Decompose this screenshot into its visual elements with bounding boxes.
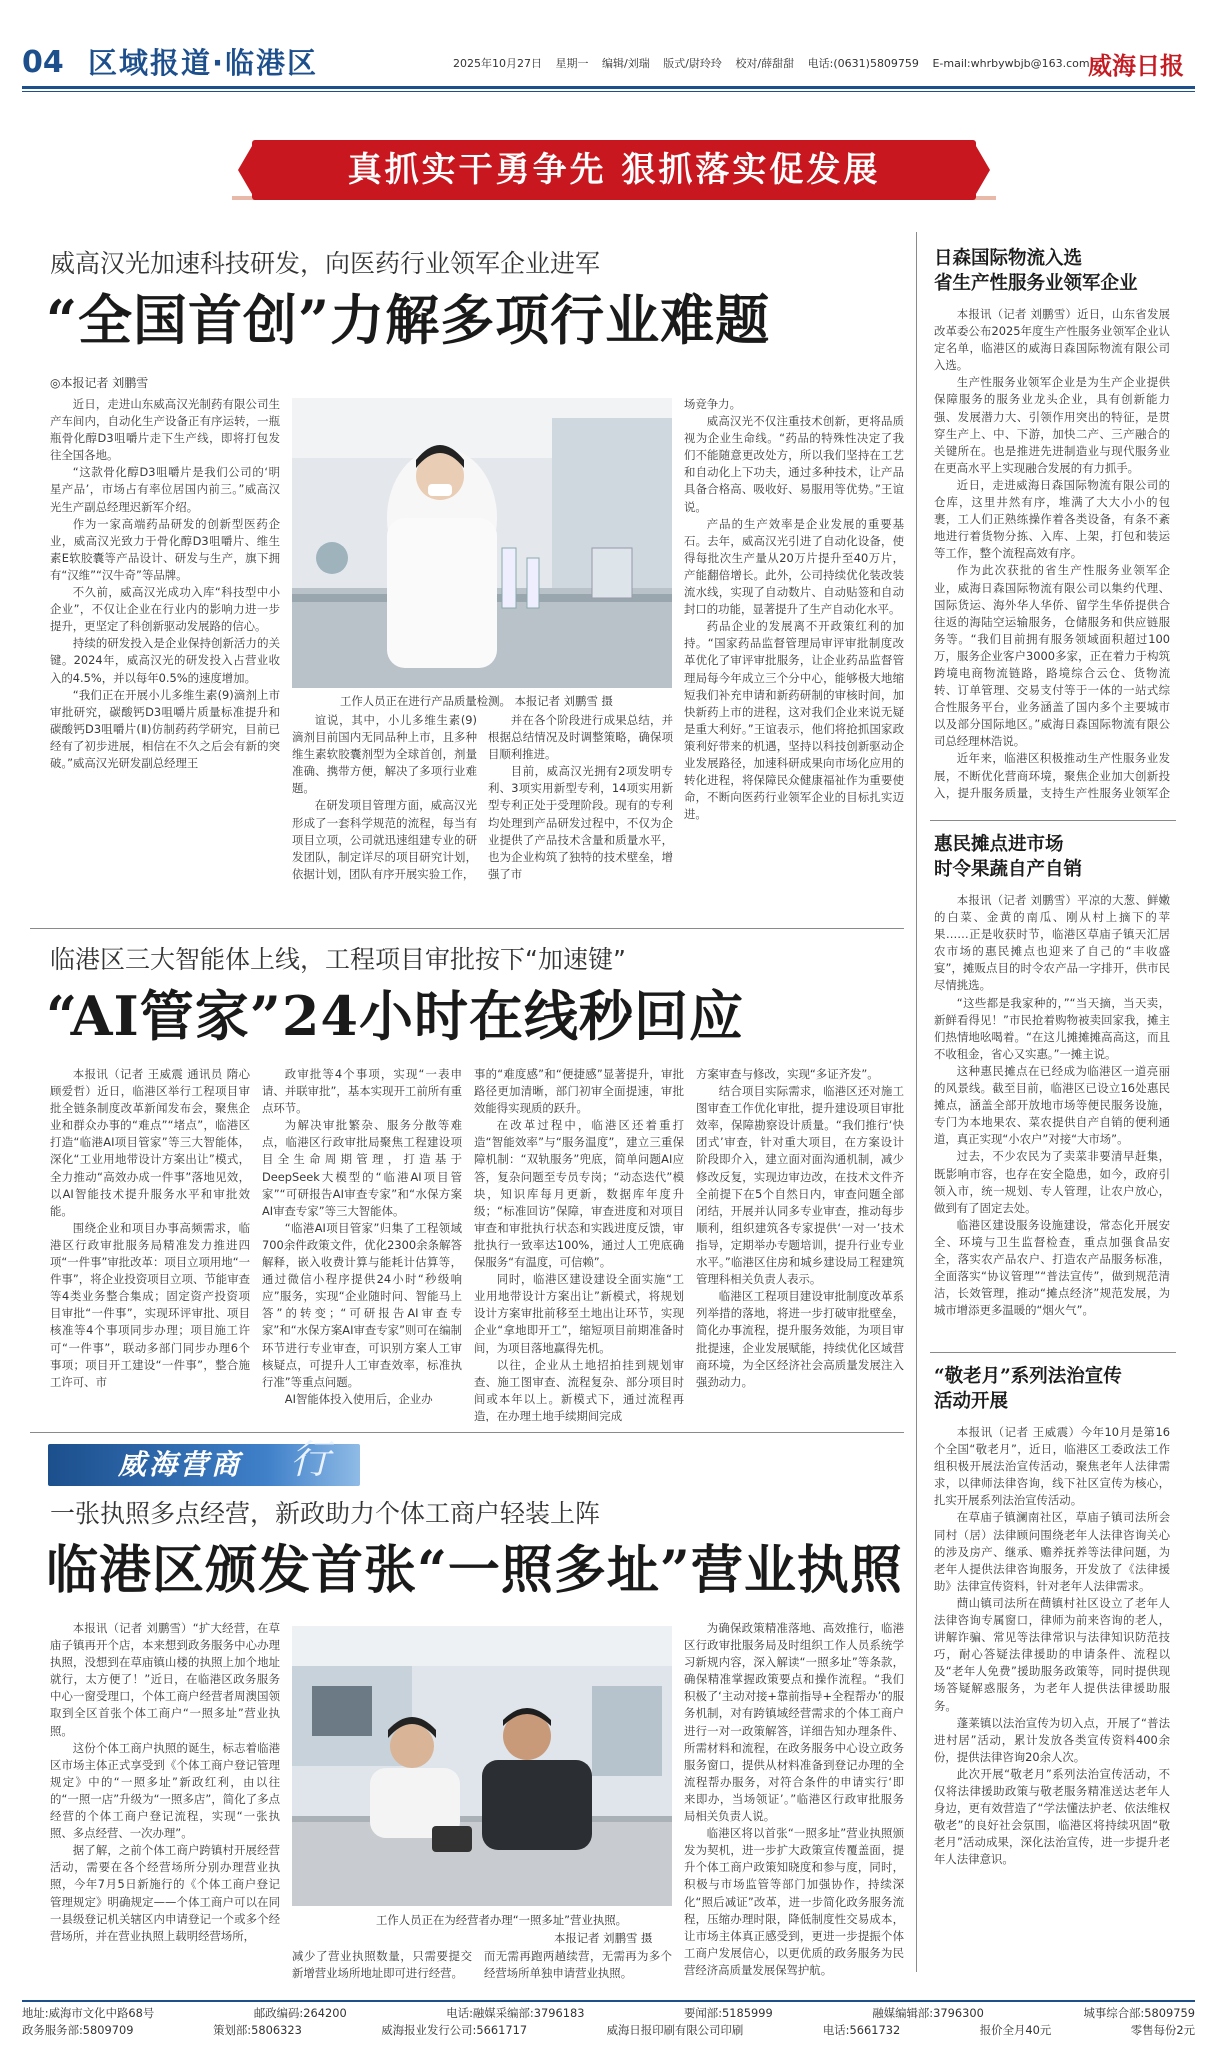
paragraph: 本报讯（记者 刘鹏雪）平凉的大葱、鲜嫩的白菜、金黄的南瓜、刚从村上摘下的苹果……正是收获时节，临港区草庙子镇天汇居农市场的惠民摊点也迎来了自己的“丰收盛宴”，摊贩点目的时令农产品一字排开，供市民尽情挑选。 — [934, 893, 1170, 993]
paragraph: 蓬莱镇以法治宣传为切入点，开展了“普法进村居”活动，累计发放各类宣传资料400余份，提供法律咨询20余人次。 — [934, 1715, 1170, 1764]
paragraph: 近日，走进山东威高汉光制药有限公司生产车间内，自动化生产设备正有序运转，一瓶瓶骨化醇D3咀嚼片走下生产线，即将打包发往全国各地。 — [50, 397, 280, 463]
paragraph: 在研发项目管理方面，威高汉光形成了一套科学规范的流程，每当有项目立项，公司就迅速组建专业的研发团队，制定详尽的项目研究计划，依据计划，团队有序开展实验工作， — [292, 798, 477, 881]
section-title: 区域报道·临港区 — [88, 46, 319, 80]
column-divider — [916, 232, 917, 1972]
paragraph: 事的“难度感”和“便捷感”显著提升，审批路径更加清晰，部门初审全面提速，审批效能得实现质的跃升。 — [474, 1067, 684, 1116]
article2-kicker: 临港区三大智能体上线，工程项目审批按下“加速键” — [50, 945, 626, 974]
sidebar-article2-body — [934, 892, 1170, 1342]
article1-photo-caption: 工作人员正在进行产品质量检测。 本报记者 刘鹏雪 摄 — [340, 694, 613, 708]
paragraph: 临港区建设服务设施建设，常态化开展安全、环境与卫生监督检查，重点加强食品安全，落实农产品农户、打造农产品服务标准，全面落实“协议管理”“普法宣传”，做到规范清洁，长效管理，推动“摊点经济”规范发展，为城市增添更多温暖的“烟火气”。 — [934, 1217, 1170, 1318]
paragraph: 以往，企业从土地招拍挂到规划审查、施工图审查、流程复杂、部分项目时间或本年以上。新模式下，通过流程再造，在办理土地手续期间完成 — [474, 1357, 684, 1422]
paragraph: AI智能体投入使用后，企业办 — [284, 1391, 433, 1406]
footer — [22, 2005, 1195, 2039]
sidebar-article1-body — [934, 306, 1170, 800]
article1-column-1 — [50, 396, 280, 916]
paragraph: 蔄山镇司法所在蔄镇村社区设立了老年人法律咨询专属窗口，律师为前来咨询的老人，讲解诈骗、常见等法律常识与法律知识防范技巧，耐心答疑法律援助的申请条件、流程以及“老年人免费”援助服务政策等，同时提供现场答疑解惑服务，为老年人提供法律援助服务。 — [934, 1595, 1170, 1713]
article3-column-4 — [484, 1948, 672, 1984]
sidebar-article3-title-line2: 活动开展 — [934, 1391, 1009, 1412]
footer-printer: 威海日报印刷有限公司印刷 — [606, 2023, 744, 2037]
footer-postcode: 邮政编码:264200 — [253, 2006, 347, 2020]
paragraph: 威高汉光不仅注重技术创新，更将品质视为企业生命线。“药品的特殊性决定了我们不能随意更改处方，所以我们坚持在工艺和自动化上下功夫，通过多种技术，让产品具备合格高、吸收好、易服用等优势。”王谊说。 — [684, 414, 904, 514]
column-tag-glyph: 行 — [290, 1437, 330, 1483]
paper-logo: 威海日报 — [1088, 51, 1184, 80]
paragraph: 政审批等4个事项，实现“一表申请、并联审批”，基本实现开工前所有重点环节。 — [262, 1067, 462, 1116]
sidebar-article1-title-line1: 日森国际物流入选 — [934, 248, 1083, 269]
paragraph: 这份个体工商户执照的诞生，标志着临港区市场主体正式享受到《个体工商户登记管理规定》中的“一照多址”新政红利，由以往的“一照一店”升级为“一照多店”，简化了多点经营的个体工商户登记流程，实现“一张执照、多点经营、一次办理”。 — [50, 1740, 280, 1841]
article1-headline: “全国首创”力解多项行业难题 — [46, 288, 771, 352]
paragraph: 场竞争力。 — [684, 397, 741, 411]
paragraph: 本报讯（记者 王威震 通讯员 隋心 顾爱哲）近日，临港区举行工程项目审批全链条制度改革新闻发布会，聚焦企业和群众办事的“难点”“堵点”，临港区打造“临港AI项目管家”等三大智能体，深化“工业用地带设计方案出让”模式，全力推动“高效办成一件事”落地见效，以AI智能技术提升服务水平和审批效能。 — [50, 1067, 250, 1218]
proof-credit: 校对/薛甜甜 — [735, 57, 795, 70]
article2-column-4 — [696, 1066, 904, 1422]
footer-printer-phone: 电话:5661732 — [822, 2023, 901, 2037]
paragraph: 近年来，临港区积极推动生产性服务业发展，不断优化营商环境，聚焦企业加大创新投入，提升服务质量，支持生产性服务业领军企 — [934, 751, 1170, 800]
sidebar-article1-title-line2: 省生产性服务业领军企业 — [934, 273, 1138, 294]
footer-phone-gov: 政务服务部:5809709 — [22, 2023, 134, 2037]
editor-credit: 编辑/刘瑞 — [602, 57, 650, 70]
paragraph: 结合项目实际需求，临港区还对施工图审查工作优化审批，提升建设项目审批效率，保障勘察设计质量。“我们推行‘快团式’审查，针对重大项目，在方案设计阶段即介入，建立面对面沟通机制，减少修改反复，实现边审边改，在技术文件齐全前提下在5个自然日内，审查问题全部闭结，开展并认同多专业审查，推动每步顺利，组织建筑各专家提供‘一对一’技术指导，定期举办专题培训，提升行业专业水平。”临港区住房和城乡建设局工程建筑管理科相关负责人表示。 — [696, 1084, 904, 1287]
paragraph: 持续的研发投入是企业保持创新活力的关键。2024年，威高汉光的研发投入占营业收入的4.5%，并以每年0.5%的速度增加。 — [50, 636, 280, 685]
contact-phone: 电话:(0631)5809759 — [807, 57, 919, 70]
issue-weekday: 星期一 — [555, 57, 589, 70]
article3-column-1 — [50, 1620, 280, 1976]
paragraph: 在改革过程中，临港区还着重打造“智能效率”与“服务温度”，建立三重保障机制：“双轨服务”兜底，简单问题AI应答，复杂问题至专员专岗；“动态迭代”模块，知识库每月更新，数据库年度升级；“标准回访”保障，审查进度和对项目审查和审批执行状态和实践进度反馈，审批执行一致率达100%，通过人工兜底确保服务“有温度，可信赖”。 — [474, 1118, 684, 1270]
paragraph: 作为此次获批的省生产性服务业领军企业，威海日森国际物流有限公司以集约代理、国际货运、海外华人华侨、留学生华侨提供合往返的海陆空运输服务，仓储服务和供应链服务等。“我们目前拥有服务领域面积超过100万，服务企业客户3000多家，正在着力于构筑跨境电商物流链路，路境综合云仓、货物流转、订单管理、交易支付等于一体的一站式综合性服务平台，业务涵盖了国内多个主要城市以及部分国际地区。”威海日森国际物流有限公司总经理林浩说。 — [934, 563, 1170, 749]
article2-column-1 — [50, 1066, 250, 1422]
paragraph: 产品的生产效率是企业发展的重要基石。去年，威高汉光引进了自动化设备，使得每批次生产量从20万片提升至40万片，产能翻倍增长。此外，公司持续优化装改装流水线，实现了自动数片、自动贴签和自动封口的功能，显著提升了生产自动化水平。 — [684, 516, 904, 617]
footer-row — [22, 2005, 1195, 2022]
paragraph: 据了解，之前个体工商户跨镇村开展经营活动，需要在各个经营场所分别办理营业执照，今年7月5日新施行的《个体工商户登记管理规定》明确规定——个体工商户可以在同一县级登记机关辖区内申请登记一个或多个经营场所，并在营业执照上载明经营场所， — [50, 1843, 280, 1943]
paragraph: 这种惠民摊点在已经成为临港区一道亮丽的风景线。截至目前，临港区已设立16处惠民摊点，涵盖全部开放地市场等便民服务设施，专门为本地果农、菜农提供自产自销的便利通道，真正实现“小农户”对接“大市场”。 — [934, 1063, 1170, 1147]
footer-row — [22, 2022, 1195, 2039]
article3-kicker: 一张执照多点经营，新政助力个体工商户轻装上阵 — [50, 1499, 601, 1528]
footer-phone-city: 城事综合部:5809759 — [1083, 2006, 1195, 2020]
paragraph: “临港AI项目管家”归集了工程领域700余件政策文件，优化2300余条解答解释，嵌入收费计算与能耗计估算等，通过微信小程序提供24小时“秒级响应”服务，实现“企业随时问、智能马上答”的转变；“可研报告AI审查专家”和“水保方案AI审查专家”则可在编制环节进行专业审查，可识别方案人工审核疑点，可提升人工审查效率，标准执行准”等重点问题。 — [262, 1220, 462, 1389]
footer-address: 地址:威海市文化中路68号 — [22, 2006, 155, 2020]
article3-column-3 — [292, 1948, 472, 1984]
footer-phone-news: 电话:融媒采编部:3796183 — [446, 2006, 585, 2020]
paragraph: 减少了营业执照数量，只需要提交新增营业场所地址即可进行经营。 — [292, 1949, 472, 1981]
paragraph: “这些都是我家种的，”“当天摘，当天卖，新鲜看得见！”市民抢着购物被卖回家我，摊主们热情地吆喝着。“在这儿摊摊摊高高这，而且不收租金，省心又实惠。”一摊主说。 — [934, 995, 1170, 1061]
paragraph: 不久前，威高汉光成功入库“科技型中小企业”，不仅让企业在行业内的影响力进一步提升，更坚定了科创新驱动发展路的信心。 — [50, 585, 280, 634]
paragraph: 谊说，其中，小儿多维生素(9)滴剂目前国内无同品种上市，且多种维生素软胶囊剂型为全球首创，剂量准确、携带方便，解决了多项行业难题。 — [292, 713, 477, 796]
article3-column-2 — [684, 1620, 904, 1984]
masthead-rule — [22, 86, 1195, 89]
article3-photo-caption: 工作人员正在为经营者办理“一照多址”营业执照。 — [376, 1913, 628, 1927]
paragraph: 同时，临港区建设建设全面实施“工业用地带设计方案出让”新模式，将规划设计方案审批前移至土地出让环节，实现企业“拿地即开工”，缩短项目前期准备时间，为项目落地赢得先机。 — [474, 1272, 684, 1355]
sidebar-divider — [930, 820, 1176, 821]
footer-monthly-price: 报价全月40元 — [979, 2023, 1052, 2037]
article1-column-4 — [684, 396, 904, 916]
paragraph: 生产性服务业领军企业是为生产企业提供保障服务的服务业龙头企业，具有创新能力强、发展潜力大、引领作用突出的特征，是贯穿生产上、中、下游，加快二产、三产融合的关键所在。也是推进先进制造业与现代服务业在更高水平上实现融合发展的有力抓手。 — [934, 375, 1170, 475]
paragraph: “我们正在开展小儿多维生素(9)滴剂上市审批研究，碳酸钙D3咀嚼片质量标准提升和碳酸钙D3咀嚼片(Ⅱ)仿制药药学研究，目前已经有了初步进展，相信在不久之后会有新的突破。”威高汉光研发副总经理王 — [50, 687, 280, 770]
sidebar-article3-body — [934, 1424, 1170, 1984]
paragraph: 此次开展“敬老月”系列法治宣传活动，不仅将法律援助政策与敬老服务精准送达老年人身边，更有效营造了“学法懂法护老、依法维权敬老”的良好社会氛围，临港区将持续巩固“敬老月”活动成果，深化法治宣传，进一步提升老年人法律意识。 — [934, 1766, 1170, 1867]
article1-column-2 — [292, 712, 477, 916]
paragraph: 围绕企业和项目办事高频需求，临港区行政审批服务局精准发力推进四项“一件事”审批改革：项目立项用地“一件事”，将企业投资项目立项、节能审查等4类业务整合集成；固定资产投资项目审批“一件事”，实现环评审批、项目核准等4个事项同步办理；项目施工许可“一件事”，联动多部门同步办理6个事项；项目开工建设“一件事”，整合施工许可、市 — [50, 1220, 250, 1389]
masthead-rule-thin — [22, 91, 1195, 92]
page-number: 04 — [22, 45, 64, 80]
sidebar-divider — [930, 1352, 1176, 1353]
sidebar-article3-title-line1: “敬老月”系列法治宣传 — [934, 1366, 1122, 1387]
footer-phone-planning: 策划部:5806323 — [213, 2023, 302, 2037]
paragraph: 本报讯（记者 王威震）今年10月是第16个全国“敬老月”，近日，临港区工委政法工作组积极开展法治宣传活动，聚焦老年人法律需求，以律师法律咨询，线下社区宣传为核心，扎实开展系列法治宣传活动。 — [934, 1425, 1170, 1508]
article2-headline: “AI管家”24小时在线秒回应 — [46, 984, 744, 1048]
header-info — [453, 55, 1100, 71]
column-tag-text: 威海营商 — [118, 1448, 243, 1481]
issue-date: 2025年10月27日 — [453, 57, 542, 70]
paragraph: “这款骨化醇D3咀嚼片是我们公司的‘明星产品’，市场占有率位居国内前三。”威高汉光生产副总经理迟新军介绍。 — [50, 465, 280, 514]
contact-email: E-mail:whrbywbjb@163.com — [932, 57, 1090, 70]
paragraph: 近日，走进威海日森国际物流有限公司的仓库，这里井然有序，堆满了大大小小的包裹，工人们正熟练操作着各类设备，有条不紊地进行着货物分拣、入库、上架，打包和装运等工作，整个流程高效有序。 — [934, 477, 1170, 561]
section-divider — [30, 928, 904, 929]
article2-column-3 — [474, 1066, 684, 1422]
article3-headline: 临港区颁发首张“一照多址”营业执照 — [46, 1540, 903, 1601]
paragraph: 过去，不少农民为了卖菜非要清早赶集，既影响市容，也存在安全隐患，如今，政府引领入市，统一规划、专人管理，让农户放心，做到有了固定去处。 — [934, 1149, 1170, 1215]
article1-column-3 — [488, 712, 673, 916]
footer-distribution: 威海报业发行公司:5661717 — [381, 2023, 528, 2037]
paragraph: 而无需再跑两趟续营，无需再为多个经营场所单独申请营业执照。 — [484, 1949, 672, 1981]
paragraph: 在草庙子镇澜南社区，草庙子镇司法所会同村（居）法律顾问围绕老年人法律咨询关心的涉及房产、继承、赡养抚养等法律问题，为老年人提供法律咨询服务，开发放了《法律援助》法律宣传资料，针对老年人法律需求。 — [934, 1510, 1170, 1593]
paragraph: 目前，威高汉光拥有2项发明专利、3项实用新型专利，14项实用新型专利正处于受理阶段。现有的专利均处理到产品研发过程中，不仅为企业提供了产品技术含量和质量水平，也为企业构筑了独特的技术壁垒，增强了市 — [488, 764, 673, 881]
slogan-text: 真抓实干勇争先 狠抓落实促发展 — [347, 150, 881, 190]
paragraph: 药品企业的发展离不开政策红利的加持。“国家药品监督管理局审评审批制度改革优化了审评审批服务，让企业药品监督管理局每今年成立三个分中心，能够极大地缩短我们补充申请和新药研制的审核时间，加快新药上市的进程，这对我们企业来说无疑是重大利好。”王谊表示，他们将抢抓国家政策利好带来的机遇，坚持以科技创新驱动企业发展路径，加速科研成果向市场化应用的转化进程，将保障民众健康福祉作为重要使命，不断向医药行业领军企业的目标扎实迈进。 — [684, 619, 904, 822]
sidebar-article2-title-line1: 惠民摊点进市场 — [934, 834, 1064, 855]
article1-byline: ◎本报记者 刘鹏雪 — [50, 376, 149, 390]
paragraph: 临港区工程项目建设审批制度改革系列举措的落地，将进一步打破审批壁垒，简化办事流程，提升服务效能，为项目审批提速，企业发展赋能，持续优化区域营商环境，为全区经济社会高质量发展注入强劲动力。 — [696, 1289, 904, 1389]
article2-column-2 — [262, 1066, 462, 1422]
office-photo — [292, 1626, 672, 1906]
footer-retail-price: 零售每份2元 — [1130, 2023, 1195, 2037]
paragraph: 为解决审批繁杂、服务分散等难点，临港区行政审批局聚焦工程建设项目全生命周期管理，打造基于DeepSeek大模型的“临港AI项目管家”“可研报告AI审查专家”和“水保方案AI审查专家”等三大智能体。 — [262, 1118, 462, 1218]
footer-phone-main: 要闻部:5185999 — [684, 2006, 773, 2020]
lab-photo — [292, 398, 672, 688]
paragraph: 作为一家高端药品研发的创新型医药企业，威高汉光致力于骨化醇D3咀嚼片、维生素E软胶囊等产品设计、研发与生产，旗下拥有“汉维”“汉牛奇”等品牌。 — [50, 516, 280, 582]
paragraph: 本报讯（记者 刘鹏雪）“扩大经营，在草庙子镇再开个店，本来想到政务服务中心办理执照，没想到在草庙镇山楼的执照上加个地址就行，太方便了！”近日，在临港区政务服务中心一窗受理口，个体工商户经营者周澳国领取到全区首张个体工商户“一照多址”营业执照。 — [50, 1621, 280, 1738]
paragraph: 本报讯（记者 刘鹏雪）近日，山东省发展改革委公布2025年度生产性服务业领军企业认定名单，临港区的威海日森国际物流有限公司入选。 — [934, 307, 1170, 373]
footer-rule — [22, 2000, 1195, 2002]
article1-kicker: 威高汉光加速科技研发，向医药行业领军企业进军 — [50, 249, 601, 278]
article3-photo-credit: 本报记者 刘鹏雪 摄 — [554, 1931, 653, 1945]
sidebar-article2-title-line2: 时令果蔬自产自销 — [934, 859, 1083, 880]
section-divider — [30, 1432, 904, 1433]
paragraph: 并在各个阶段进行成果总结，并根据总结情况及时调整策略，确保项目顺利推进。 — [488, 713, 673, 762]
footer-phone-editing: 融媒编辑部:3796300 — [872, 2006, 984, 2020]
paragraph: 临港区将以首张“一照多址”营业执照颁发为契机，进一步扩大政策宣传覆盖面，提升个体工商户政策知晓度和参与度，同时，积极与市场监管等部门加强协作，持续深化“照后减证”改革，进一步简化政务服务流程，压缩办理时限，降低制度性交易成本，让市场主体真正感受到，更进一步提振个体工商户发展信心，以更优质的政务服务为民营经济高质量发展保驾护航。 — [684, 1826, 904, 1977]
paragraph: 为确保政策精准落地、高效推行，临港区行政审批服务局及时组织工作人员系统学习新规内容，深入解读“一照多址”等条款，确保精准掌握政策要点和操作流程。“我们积极了‘主动对接+靠前指导+全程帮办’的服务机制，对有跨镇域经营需求的个体工商户进行一对一政策解答，详细告知办理条件、所需材料和流程，在政务服务中心设立政务服务窗口，提供从材料准备到登记办理的全流程帮办服务，对符合条件的申请实行‘即来即办，当场领证’。”临港区行政审批服务局相关负责人说。 — [684, 1621, 904, 1824]
layout-credit: 版式/尉玲玲 — [663, 57, 722, 70]
paragraph: 方案审查与修改，实现“多证齐发”。 — [696, 1067, 879, 1081]
